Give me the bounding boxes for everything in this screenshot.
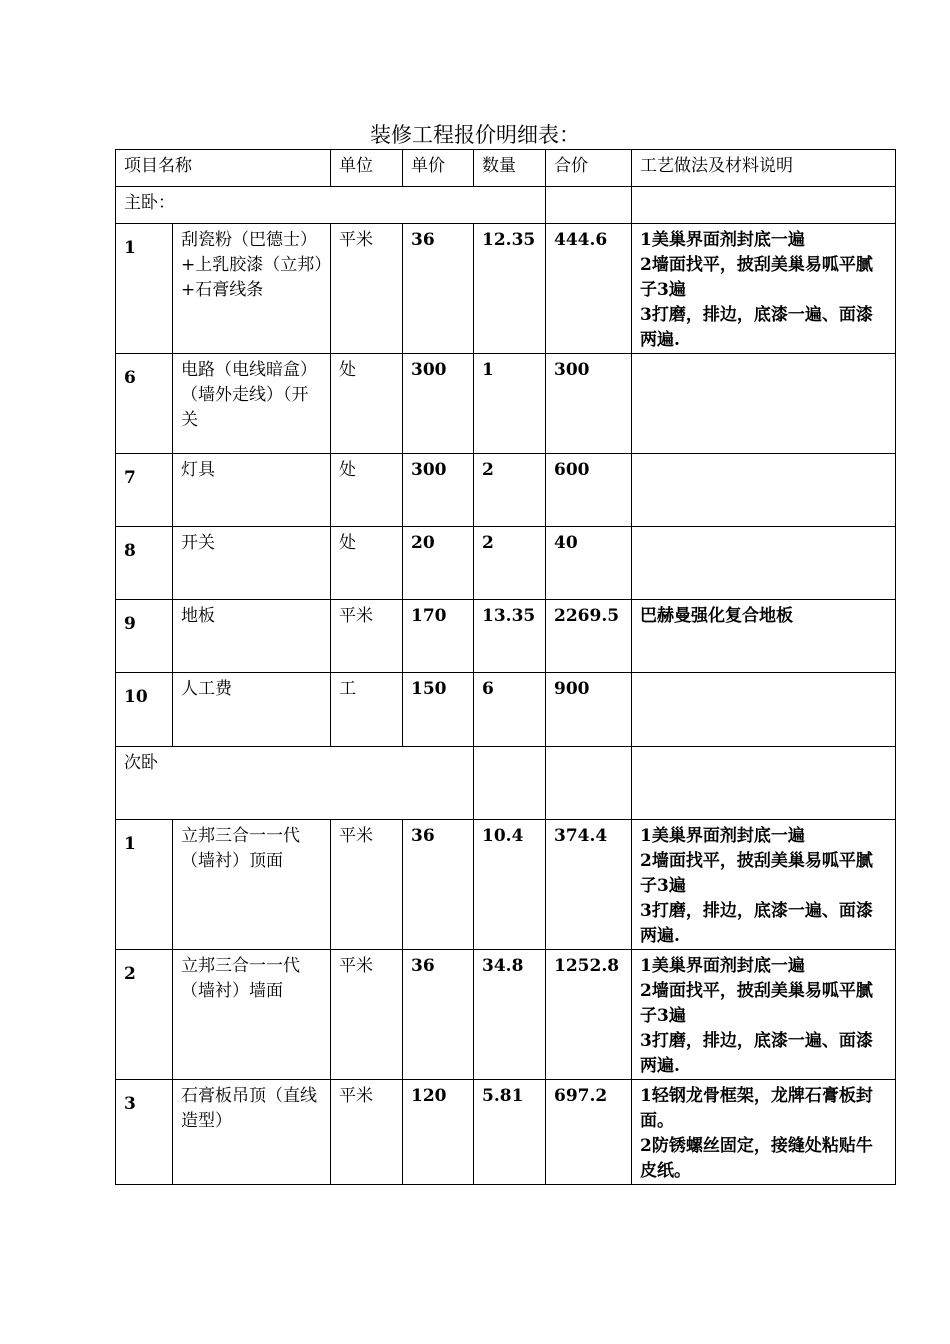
item-qty: 2 xyxy=(474,454,546,527)
header-price: 单价 xyxy=(403,150,474,187)
item-name: 石膏板吊顶（直线造型） xyxy=(173,1080,331,1185)
item-unit: 平米 xyxy=(331,224,403,354)
item-price: 120 xyxy=(403,1080,474,1185)
item-price: 300 xyxy=(403,454,474,527)
item-unit: 处 xyxy=(331,354,403,454)
header-qty: 数量 xyxy=(474,150,546,187)
item-qty: 10.4 xyxy=(474,820,546,950)
section-row xyxy=(116,187,896,224)
desc-line: 2墙面找平，披刮美巢易呱平腻子3遍 xyxy=(640,981,873,1026)
item-total: 300 xyxy=(546,354,632,454)
row-number: 6 xyxy=(116,354,173,454)
item-desc xyxy=(632,820,896,950)
desc-line: 3打磨，排边，底漆一遍、面漆两遍. xyxy=(640,1031,873,1076)
table-row xyxy=(116,224,896,354)
header-total: 合价 xyxy=(546,150,632,187)
table-row xyxy=(116,820,896,950)
quote-table xyxy=(115,149,896,1185)
item-total: 697.2 xyxy=(546,1080,632,1185)
item-desc xyxy=(632,673,896,747)
item-unit: 平米 xyxy=(331,1080,403,1185)
desc-line: 1美巢界面剂封底一遍 xyxy=(640,826,805,846)
item-price: 300 xyxy=(403,354,474,454)
item-name: 立邦三合一一代（墙衬）顶面 xyxy=(173,820,331,950)
desc-line: 2墙面找平，披刮美巢易呱平腻子3遍 xyxy=(640,255,873,300)
table-row xyxy=(116,673,896,747)
row-number: 1 xyxy=(116,820,173,950)
item-unit: 处 xyxy=(331,454,403,527)
item-qty: 6 xyxy=(474,673,546,747)
row-number: 10 xyxy=(116,673,173,747)
item-name: 地板 xyxy=(173,600,331,673)
desc-line: 3打磨，排边，底漆一遍、面漆两遍. xyxy=(640,305,873,350)
item-price: 150 xyxy=(403,673,474,747)
item-desc xyxy=(632,454,896,527)
empty-cell xyxy=(632,747,896,820)
header-unit: 单位 xyxy=(331,150,403,187)
item-qty: 2 xyxy=(474,527,546,600)
row-number: 8 xyxy=(116,527,173,600)
item-name: 电路（电线暗盒）（墙外走线）（开关 xyxy=(173,354,331,454)
item-qty: 5.81 xyxy=(474,1080,546,1185)
item-desc xyxy=(632,354,896,454)
item-desc xyxy=(632,1080,896,1185)
item-qty: 12.35 xyxy=(474,224,546,354)
item-total: 444.6 xyxy=(546,224,632,354)
desc-line: 3打磨，排边，底漆一遍、面漆两遍. xyxy=(640,901,873,946)
item-total: 40 xyxy=(546,527,632,600)
section-row xyxy=(116,747,896,820)
empty-cell xyxy=(546,747,632,820)
item-price: 36 xyxy=(403,224,474,354)
table-row xyxy=(116,354,896,454)
row-number: 1 xyxy=(116,224,173,354)
item-qty: 13.35 xyxy=(474,600,546,673)
item-qty: 1 xyxy=(474,354,546,454)
desc-line: 1美巢界面剂封底一遍 xyxy=(640,230,805,250)
row-number: 7 xyxy=(116,454,173,527)
row-number: 9 xyxy=(116,600,173,673)
item-price: 20 xyxy=(403,527,474,600)
item-name: 刮瓷粉（巴德士）+上乳胶漆（立邦）+石膏线条 xyxy=(173,224,331,354)
item-total: 900 xyxy=(546,673,632,747)
item-total: 374.4 xyxy=(546,820,632,950)
desc-line: 2防锈螺丝固定，接缝处粘贴牛皮纸。 xyxy=(640,1136,873,1181)
empty-cell xyxy=(474,747,546,820)
section-label: 次卧 xyxy=(116,747,474,820)
table-row xyxy=(116,454,896,527)
page-title: 装修工程报价明细表： xyxy=(370,123,580,147)
item-total: 1252.8 xyxy=(546,950,632,1080)
table-row xyxy=(116,1080,896,1185)
item-unit: 平米 xyxy=(331,820,403,950)
item-qty: 34.8 xyxy=(474,950,546,1080)
item-name: 立邦三合一一代（墙衬）墙面 xyxy=(173,950,331,1080)
item-desc xyxy=(632,600,896,673)
table-row xyxy=(116,950,896,1080)
item-name: 人工费 xyxy=(173,673,331,747)
desc-line: 1美巢界面剂封底一遍 xyxy=(640,956,805,976)
header-desc: 工艺做法及材料说明 xyxy=(632,150,896,187)
item-total: 600 xyxy=(546,454,632,527)
item-total: 2269.5 xyxy=(546,600,632,673)
item-unit: 处 xyxy=(331,527,403,600)
item-price: 36 xyxy=(403,950,474,1080)
item-unit: 工 xyxy=(331,673,403,747)
desc-line: 1轻钢龙骨框架，龙牌石膏板封面。 xyxy=(640,1086,873,1131)
table-row xyxy=(116,600,896,673)
item-unit: 平米 xyxy=(331,600,403,673)
empty-cell xyxy=(546,187,632,224)
table-row xyxy=(116,527,896,600)
row-number: 3 xyxy=(116,1080,173,1185)
item-unit: 平米 xyxy=(331,950,403,1080)
desc-line: 2墙面找平，披刮美巢易呱平腻子3遍 xyxy=(640,851,873,896)
row-number: 2 xyxy=(116,950,173,1080)
header-name: 项目名称 xyxy=(116,150,331,187)
item-name: 灯具 xyxy=(173,454,331,527)
item-desc xyxy=(632,527,896,600)
item-desc xyxy=(632,950,896,1080)
item-desc xyxy=(632,224,896,354)
item-price: 36 xyxy=(403,820,474,950)
desc-line: 巴赫曼强化复合地板 xyxy=(640,606,793,626)
item-price: 170 xyxy=(403,600,474,673)
section-label: 主卧： xyxy=(116,187,546,224)
item-name: 开关 xyxy=(173,527,331,600)
empty-cell xyxy=(632,187,896,224)
header-row xyxy=(116,150,896,187)
